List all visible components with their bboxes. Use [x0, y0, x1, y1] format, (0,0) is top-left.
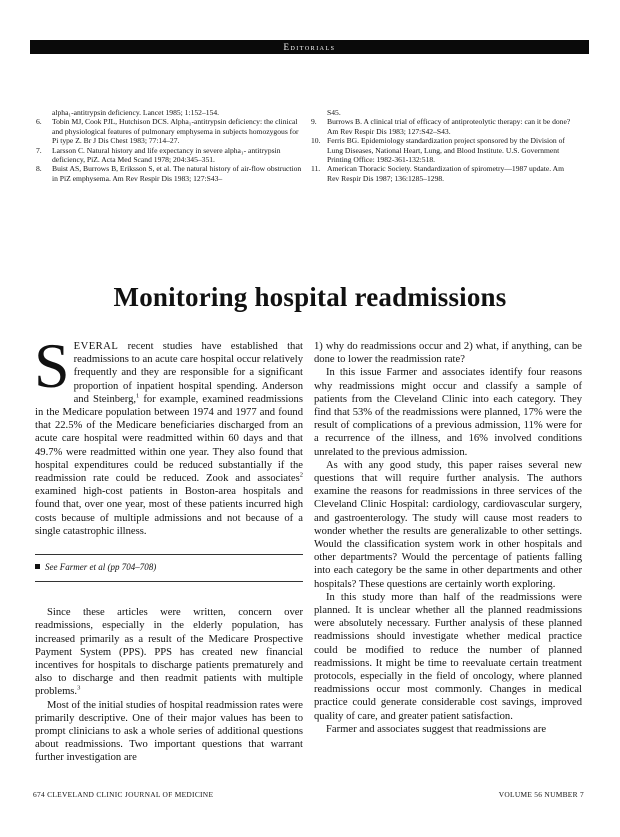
paragraph: [35, 606, 303, 698]
reference-item: [36, 117, 302, 145]
reference-number: 6.: [36, 117, 42, 127]
reference-text: Buist AS, Burrows B, Eriksson S, et al. The natural history of air-flow obstruction in PiZ emphysema. Am Rev Respir Dis 1983; 127:S43–: [52, 164, 302, 183]
paragraph-text: for example, examined readmissions in the Medicare population between 1974 and 1977 and found that 22.5% of the Medicare beneficiaries discharged from an acute care hospital were readmitted within 60 days and that 49.7% were readmitted within one year. They also found that hospital expenditures could be reduced substantially if the readmission rate could be reduced. Zook and associates: [35, 393, 303, 485]
reference-item: [36, 108, 302, 117]
article-column-right: [314, 340, 582, 736]
reference-text: S45.: [327, 108, 341, 117]
paragraph-intro: [34, 330, 303, 538]
reference-number: 7.: [36, 145, 42, 155]
reference-text: Larsson C. Natural history and life expectancy in severe alpha₁- antitrypsin deficiency, PiZ. Acta Med Scand 1978; 204:345–351.: [52, 145, 281, 165]
reference-item: [36, 164, 302, 183]
paragraph: In this issue Farmer and associates identify four reasons why readmissions might occur and classify a sample of patients from the Cleveland Clinic into each category. They find that 53% of the readmissions were planned, 17% were the result of complications of a previous admission, 11% were for a recurrence of the illness, and 16% involved conditions unrelated to the previous admission.: [314, 367, 582, 458]
paragraph-text: examined high-cost patients in Boston-area hospitals and found that, over one year, most of these patients incurred high costs because of multiple admissions and not because of a single catastrophic illness.: [35, 486, 303, 537]
reference-text: Tobin MJ, Cook PJL, Hutchison DCS. Alpha₁-antitrypsin deficiency: the clinical and physiological features of pulmonary emphysema in subjects homozygous for Pi type Z. Br J Dis Chest 1983; 77:14–27.: [52, 117, 299, 146]
article-column-left: [34, 330, 303, 765]
references-left-column: [36, 108, 302, 183]
reference-item: [311, 108, 577, 117]
paragraph-text: recent studies have established that readmissions to an acute care hospital occur relatively frequently and they are responsible for a significant proportion of inpatient hospital spending. Anderson and Steinberg,: [73, 341, 303, 405]
reference-text: Ferris BG. Epidemiology standardization project sponsored by the Division of Lung Diseases, National Heart, Lung, and Blood Institute. U.S. Government Printing Office: 1982-361-132:518.: [327, 136, 565, 165]
reference-item: [36, 146, 302, 165]
see-also-box: [35, 554, 303, 582]
citation-marker: 3: [77, 684, 81, 692]
references-right-column: [311, 108, 577, 183]
reference-item: [311, 117, 577, 136]
section-header-bar: [30, 40, 589, 54]
paragraph: 1) why do readmissions occur and 2) what, if anything, can be done to lower the readmission rate?: [314, 341, 582, 366]
reference-number: 11.: [311, 164, 321, 174]
paragraph: As with any good study, this paper raises several new questions that will require further analysis. The authors examine the reasons for readmissions in three services of the Cleveland Clinic Hospital: cardiology, cardiovascular surgery, and gastroenterology. The study will cause most readers to wonder whether the results are generalizable to other settings. Would the classification system work in other hospitals and other departments? Would the percentage of patients falling into each category be the same in other departments and other hospitals? These questions are certainly worth exploring.: [314, 459, 582, 590]
reference-text: American Thoracic Society. Standardization of spirometry—1987 update. Am Rev Respir Dis 1987; 136:1285–1298.: [327, 164, 565, 183]
paragraph: In this study more than half of the readmissions were planned. It is unclear whether all the planned readmissions were absolutely necessary. Further analysis of these planned readmissions should investigate whether medical practice could be modified to reduce the number of planned readmissions. It might be time to reevaluate certain treatment protocols, especially in the field of oncology, where planned readmissions occur most commonly. Changes in medical practice could generate considerable cost savings, improved quality of care, and greater patient satisfaction.: [314, 591, 582, 722]
citation-marker: 2: [299, 471, 303, 479]
footer-journal: 674 CLEVELAND CLINIC JOURNAL OF MEDICINE: [33, 790, 214, 799]
reference-text: Burrows B. A clinical trial of efficacy of antiproteolytic therapy: can it be done? Am Rev Respir Dis 1983; 127:S42–S43.: [327, 117, 571, 136]
reference-number: 10.: [311, 136, 321, 146]
reference-number: 8.: [36, 164, 42, 174]
article-title: Monitoring hospital readmissions: [113, 282, 507, 312]
reference-text: alpha₁-antitrypsin deficiency. Lancet 1985; 1:152–154.: [52, 108, 220, 117]
paragraph: Most of the initial studies of hospital readmission rates were primarily descriptive. One of their major values has been to prompt clinicians to ask a whole series of additional questions about readmissions. Two important questions that warrant further investigation are: [35, 699, 303, 764]
paragraph: Farmer and associates suggest that readmissions are: [326, 723, 547, 735]
square-bullet-icon: [35, 564, 40, 569]
see-also-text: See Farmer et al (pp 704–708): [45, 562, 157, 573]
citation-marker: 1: [136, 392, 140, 400]
reference-item: [311, 164, 577, 183]
section-label: Editorials: [283, 42, 336, 52]
reference-number: 9.: [311, 117, 317, 127]
reference-item: [311, 136, 577, 164]
paragraph-text: Since these articles were written, concern over readmissions, especially in the elderly population, has increased primarily as a result of the Medicare Prospective Payment System (PPS). PPS has created new financial incentives for hospitals to discharge patients prematurely and also to discharge and then readmit patients with multiple problems.: [35, 607, 303, 698]
lead-word: EVERAL: [73, 341, 119, 352]
footer-volume: VOLUME 56 NUMBER 7: [498, 790, 584, 799]
drop-cap: S: [34, 330, 70, 401]
